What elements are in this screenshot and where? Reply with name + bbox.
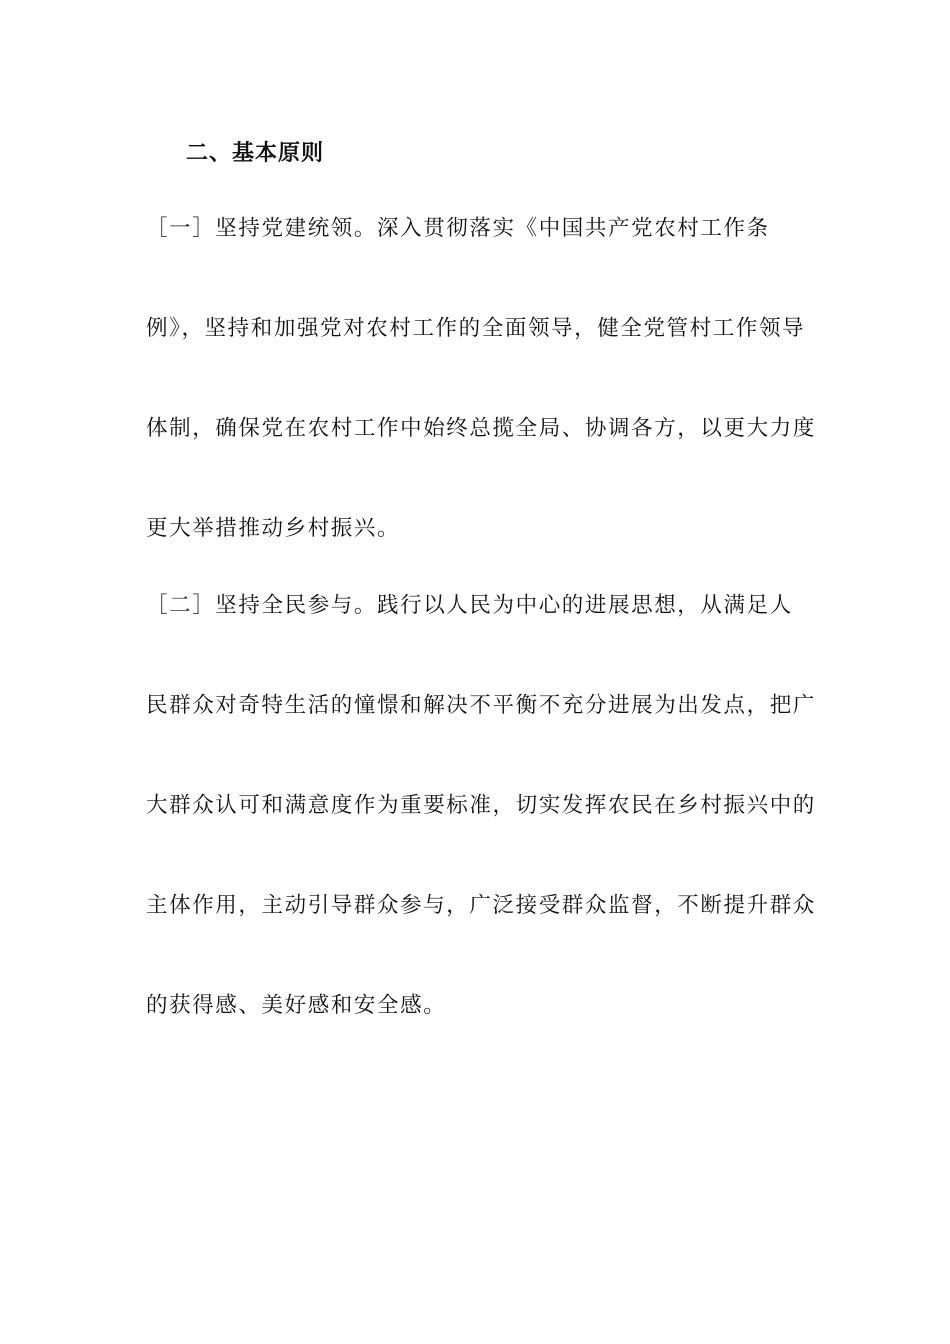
section-heading: 二、基本原则 <box>186 141 325 166</box>
paragraph-1-line-1: ［一］坚持党建统领。深入贯彻落实《中国共产党农村工作条 <box>146 216 770 241</box>
paragraph-1-line-3: 体制，确保党在农村工作中始终总揽全局、协调各方，以更大力度 <box>146 416 816 441</box>
paragraph-1-line-2: 例》，坚持和加强党对农村工作的全面领导，健全党管村工作领导 <box>146 316 806 341</box>
paragraph-1-line-4: 更大举措推动乡村振兴。 <box>146 516 401 541</box>
paragraph-2-line-1: ［二］坚持全民参与。践行以人民为中心的进展思想，从满足人 <box>146 593 793 618</box>
paragraph-2-line-5: 的获得感、美好感和安全感。 <box>146 993 447 1018</box>
paragraph-2-line-2: 民群众对奇特生活的憧憬和解决不平衡不充分进展为出发点，把广 <box>146 693 816 718</box>
paragraph-2-line-4: 主体作用，主动引导群众参与，广泛接受群众监督，不断提升群众 <box>146 893 816 918</box>
paragraph-2-line-3: 大群众认可和满意度作为重要标准，切实发挥农民在乡村振兴中的 <box>146 793 816 818</box>
